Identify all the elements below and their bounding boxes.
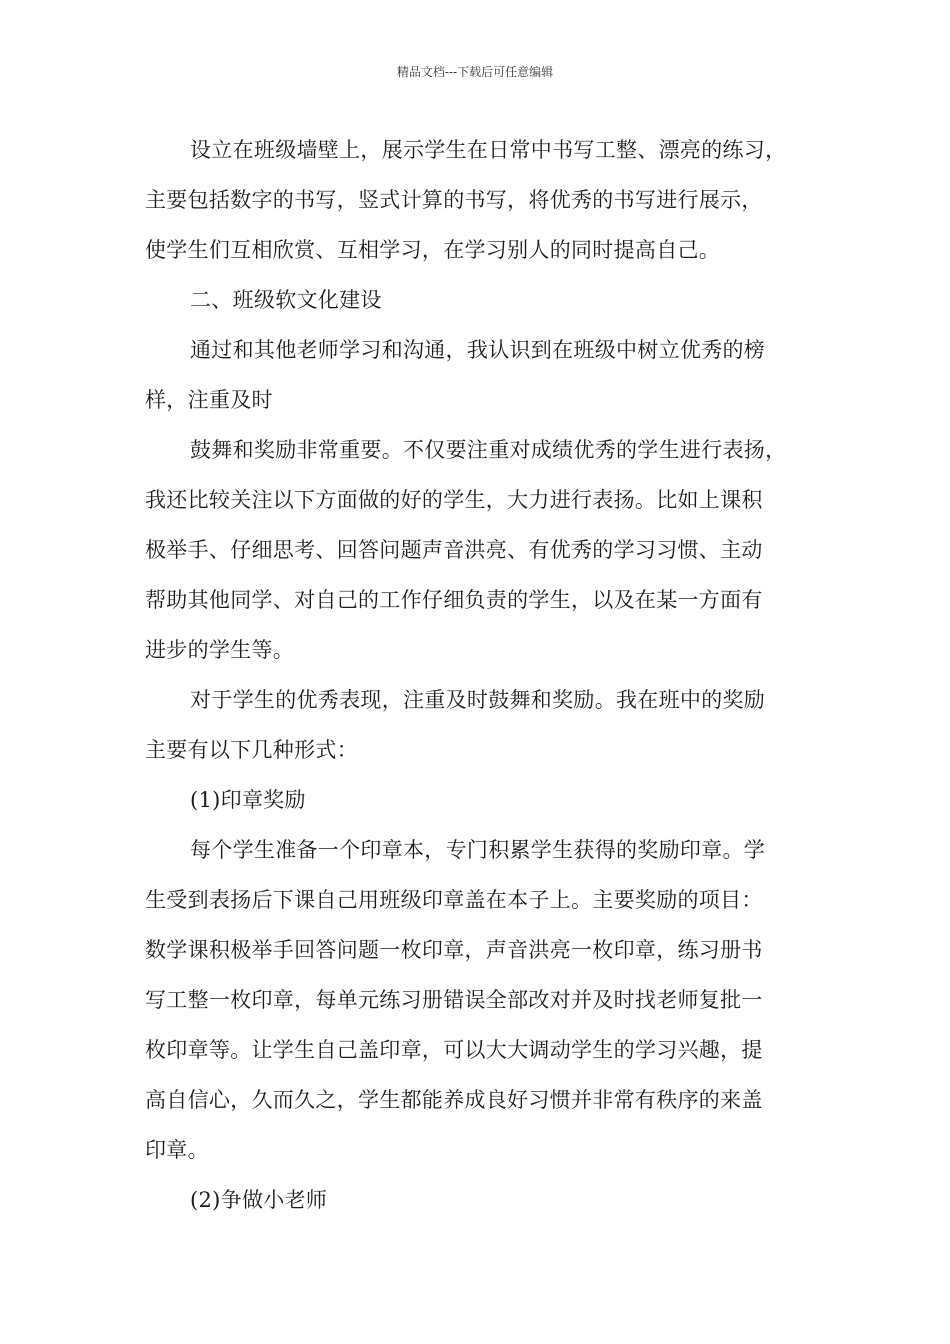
text-line: 极举手、仔细思考、回答问题声音洪亮、有优秀的学习习惯、主动: [145, 538, 763, 562]
section-heading: 二、班级软文化建设: [190, 288, 382, 312]
text-line: 我还比较关注以下方面做的好的学生，大力进行表扬。比如上课积: [145, 488, 763, 512]
text-line: 生受到表扬后下课自己用班级印章盖在本子上。主要奖励的项目：: [145, 888, 763, 912]
subsection-heading: (2)争做小老师: [190, 1188, 328, 1212]
text-line: 设立在班级墙壁上，展示学生在日常中书写工整、漂亮的练习，: [190, 138, 787, 162]
text-line: 枚印章等。让学生自己盖印章，可以大大调动学生的学习兴趣，提: [145, 1038, 763, 1062]
text-line: 高自信心，久而久之，学生都能养成良好习惯并非常有秩序的来盖: [145, 1088, 763, 1112]
text-line: 数学课积极举手回答问题一枚印章，声音洪亮一枚印章，练习册书: [145, 938, 763, 962]
text-line: 进步的学生等。: [145, 638, 295, 662]
text-line: 每个学生准备一个印章本，专门积累学生获得的奖励印章。学: [190, 838, 766, 862]
text-line: 帮助其他同学、对自己的工作仔细负责的学生，以及在某一方面有: [145, 588, 763, 612]
text-line: 主要包括数字的书写，竖式计算的书写，将优秀的书写进行展示，: [145, 188, 763, 212]
text-line: 样，注重及时: [145, 388, 273, 412]
page-header: 精品文档---下载后可任意编辑: [396, 65, 554, 79]
subsection-heading: (1)印章奖励: [190, 788, 306, 812]
text-line: 主要有以下几种形式：: [145, 738, 358, 762]
text-line: 鼓舞和奖励非常重要。不仅要注重对成绩优秀的学生进行表扬，: [190, 438, 787, 462]
text-line: 对于学生的优秀表现，注重及时鼓舞和奖励。我在班中的奖励: [190, 688, 766, 712]
text-line: 印章。: [145, 1138, 209, 1162]
text-line: 写工整一枚印章，每单元练习册错误全部改对并及时找老师复批一: [145, 988, 763, 1012]
text-line: 使学生们互相欣赏、互相学习，在学习别人的同时提高自己。: [145, 238, 721, 262]
text-line: 通过和其他老师学习和沟通，我认识到在班级中树立优秀的榜: [190, 338, 766, 362]
